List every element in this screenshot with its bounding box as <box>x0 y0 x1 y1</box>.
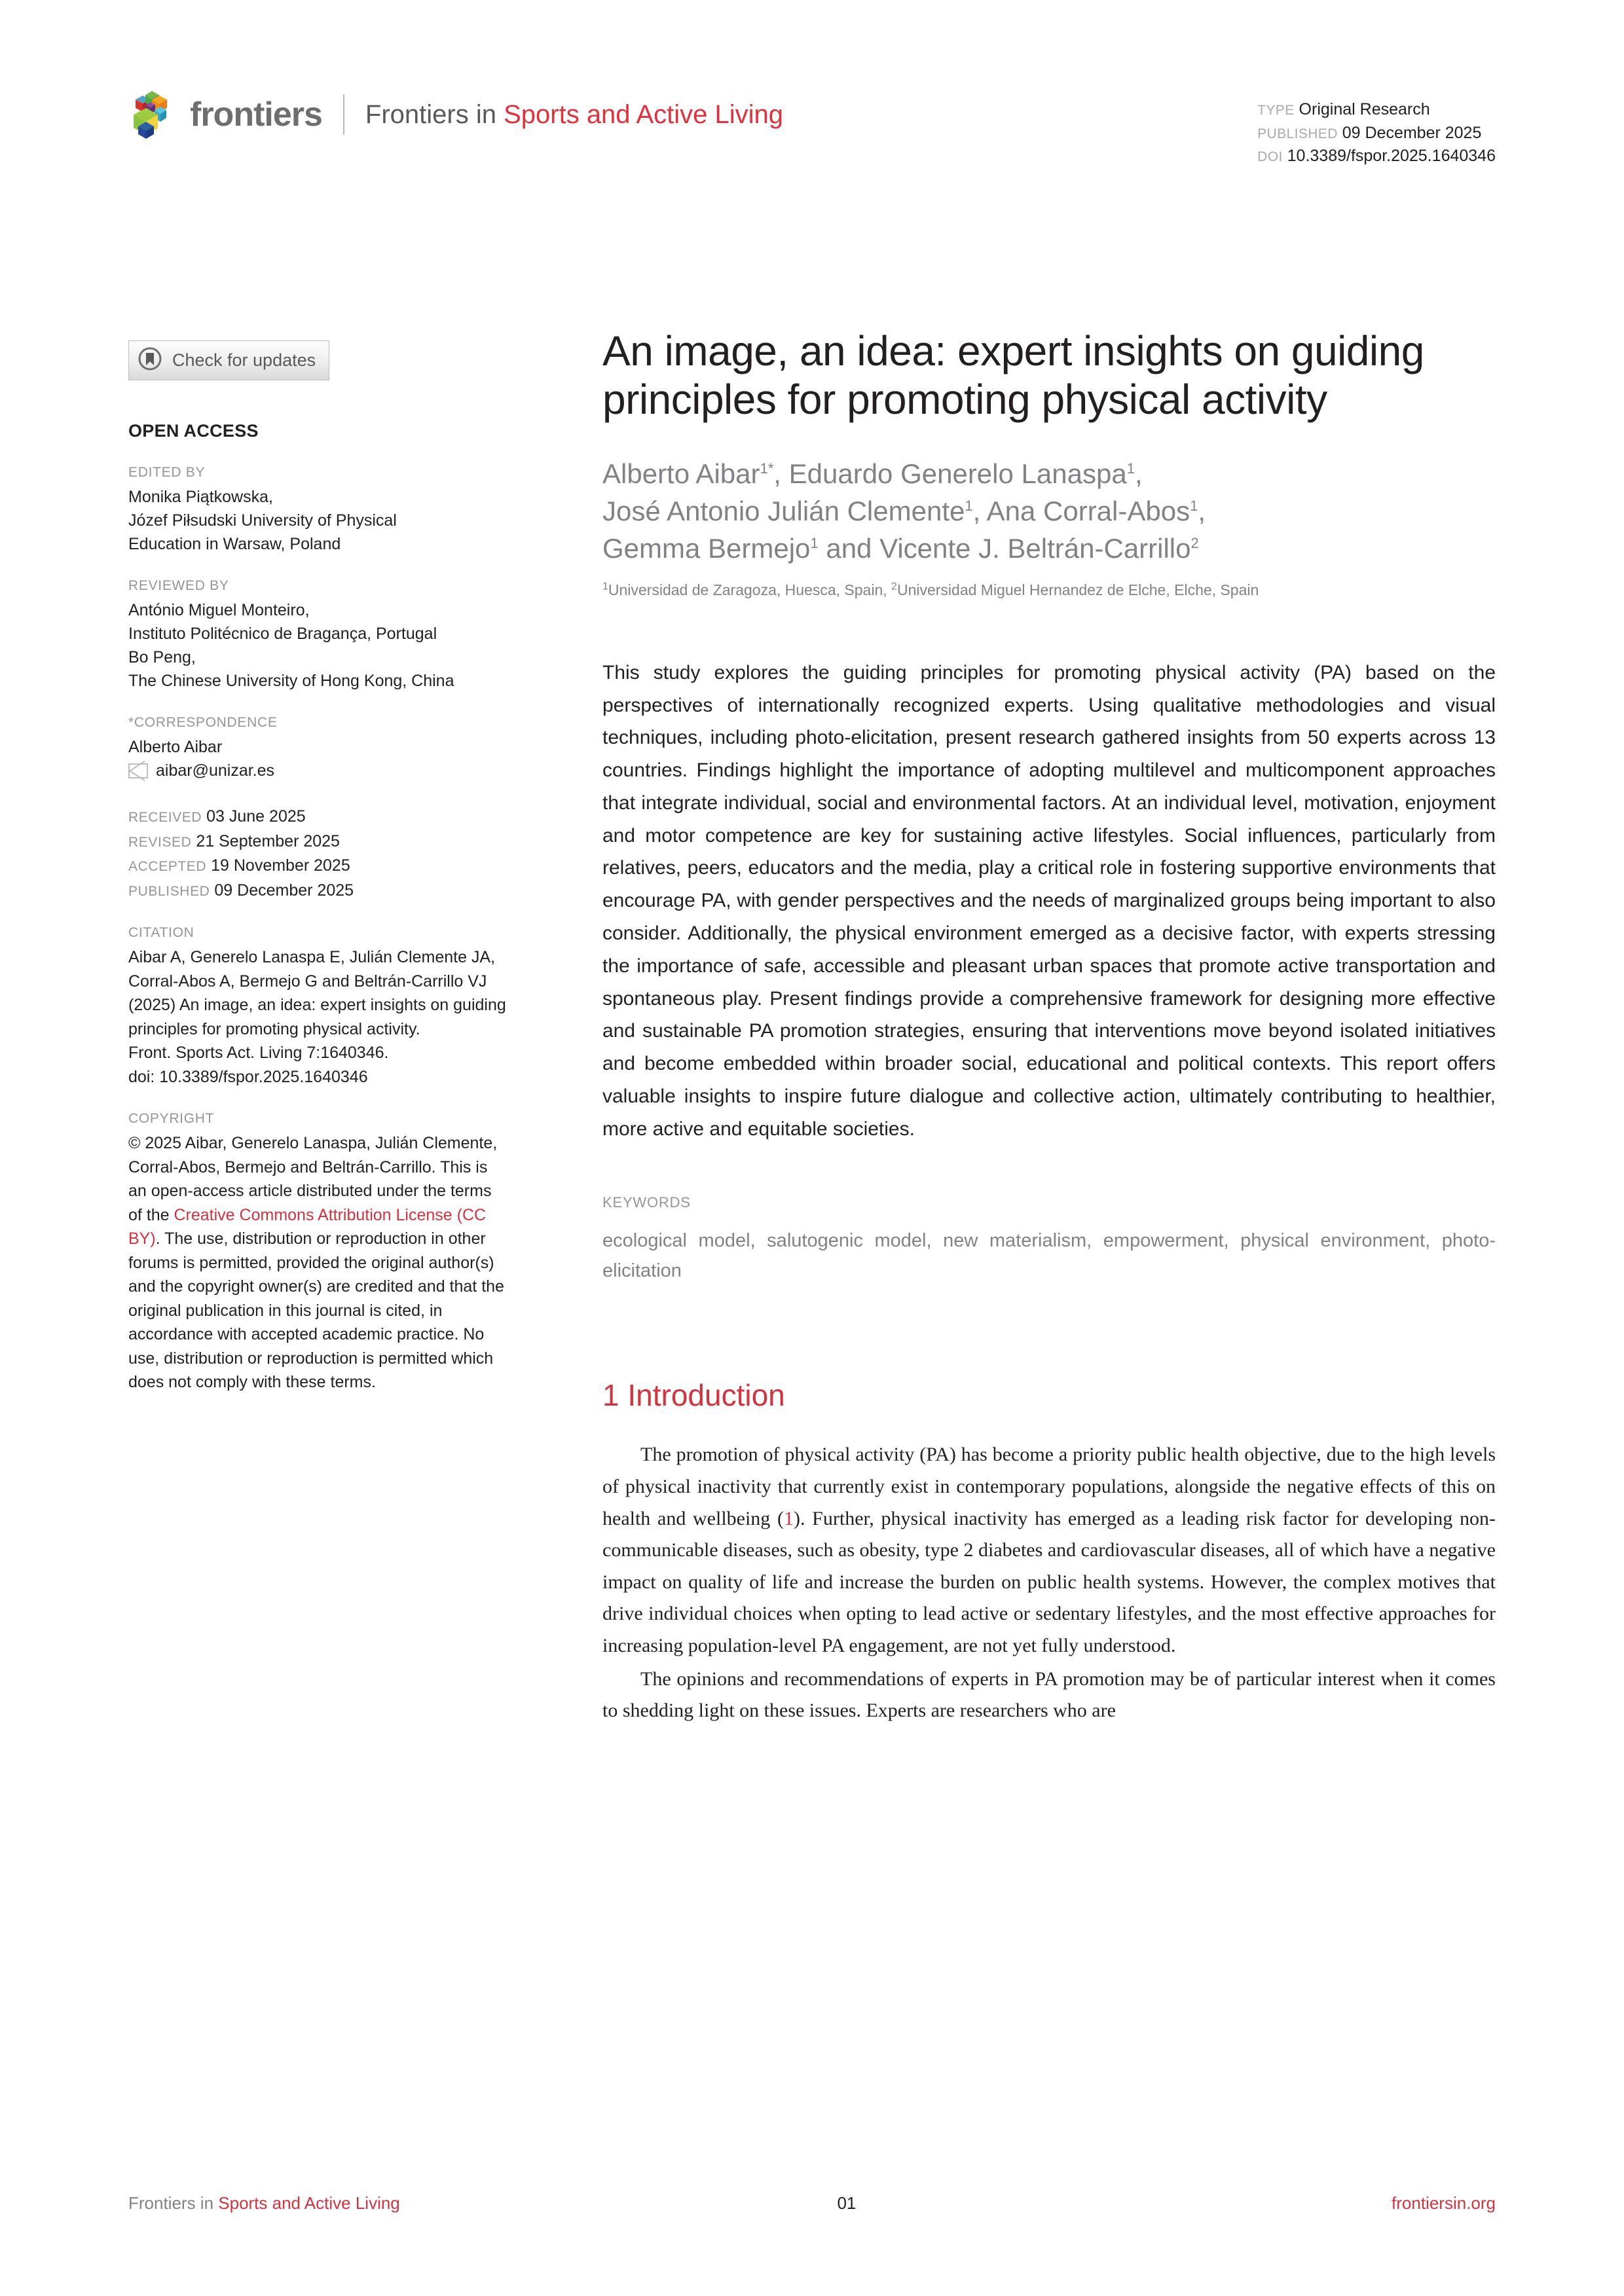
masthead <box>128 90 783 139</box>
doi-label: DOI <box>1257 149 1283 164</box>
journal-name-accent: Sports and Active Living <box>504 100 784 129</box>
intro-paragraph-1-part-b: ). Further, physical inactivity has emerged as a leading risk factor for developing non-communicable diseases, such as obesity, type 2 diabetes and cardiovascular diseases, all of which have a negative impact on quality of life and increase the burden on public health systems. However, the complex motives that drive individual choices when opting to lead active or sedentary lifestyles, and the most effective approaches for increasing population-level PA engagement, are not yet fully understood. <box>602 1507 1496 1656</box>
accepted-row <box>128 854 508 879</box>
footer-website-link[interactable]: frontiersin.org <box>1392 2193 1496 2213</box>
sidebar-published-label: PUBLISHED <box>128 883 210 899</box>
frontiers-wordmark: frontiers <box>190 96 322 134</box>
dates-block <box>128 805 508 903</box>
footer-page-number: 01 <box>837 2193 857 2213</box>
author-separator: , <box>1198 496 1206 527</box>
doi-row <box>1257 145 1496 168</box>
author-affiliation-marker: 1 <box>1126 460 1135 477</box>
article-sidebar <box>128 340 508 1417</box>
author-name: Gemma Bermejo <box>602 533 811 564</box>
intro-paragraph-1 <box>602 1439 1496 1662</box>
article-type-value: Original Research <box>1299 100 1430 118</box>
affiliations <box>602 579 1496 600</box>
affiliation-text: Universidad Miguel Hernandez de Elche, Elche, Spain <box>896 581 1259 598</box>
published-row <box>1257 122 1496 145</box>
citation-doi: doi: 10.3389/fspor.2025.1640346 <box>128 1067 368 1086</box>
author-name: José Antonio Julián Clemente <box>602 496 965 527</box>
revised-row <box>128 829 508 854</box>
affiliation-text: Universidad de Zaragoza, Huesca, Spain, <box>608 581 892 598</box>
affiliation-marker: 2 <box>891 580 897 592</box>
citation-label: CITATION <box>128 925 194 940</box>
author-separator: , <box>1134 458 1143 490</box>
sidebar-published-row <box>128 879 508 903</box>
envelope-icon <box>128 763 148 778</box>
citation-reference-link[interactable]: 1 <box>784 1507 794 1529</box>
edited-by-line: Monika Piątkowska, <box>128 488 273 506</box>
keywords-label: KEYWORDS <box>602 1194 691 1211</box>
copyright-part-2: . The use, distribution or reproduction in other forums is permitted, provided the original author(s) and the copyright owner(s) are credited and that the original publication in this journal is cited, in accordance with accepted academic practice. No use, distribution or reproduction is permitted which does not comply with these terms. <box>128 1230 504 1391</box>
reviewed-by-line: Instituto Politécnico de Bragança, Portugal <box>128 625 437 643</box>
author-affiliation-marker: 1 <box>1190 498 1198 515</box>
open-access-badge: OPEN ACCESS <box>128 421 259 441</box>
page-footer <box>128 2193 1496 2214</box>
author-affiliation-marker: 1* <box>760 460 774 477</box>
reviewed-by-label: REVIEWED BY <box>128 578 229 593</box>
author-separator: , Ana Corral-Abos <box>972 496 1190 527</box>
abstract-text: This study explores the guiding principles for promoting physical activity (PA) based on the perspectives of internationally recognized experts. Using qualitative methodologies and visual techniques, including photo-elicitation, present research gathered insights from 50 experts across 13 countries. Findings highlight the importance of adopting multilevel and multicomponent approaches that integrate individual, social and environmental factors. At an individual level, motivation, enjoyment and motor competence are key for sustaining active lifestyles. Social influences, particularly from relatives, peers, educators and the media, play a critical role in fostering supportive environments that encourage PA, with gender perspectives and the needs of marginalized groups being important to also consider. Additionally, the physical environment emerged as a decisive factor, with experts stressing the importance of safe, accessible and pleasant urban spaces that promote active transportation and spontaneous play. Present findings provide a comprehensive framework for designing more effective and sustainable PA promotion strategies, ensuring that interventions move beyond isolated initiatives and become embedded within broader social, educational and political contexts. This report offers valuable insights to inspire future dialogue and collective action, ultimately contributing to healthier, more active and equitable societies. <box>602 661 1496 1140</box>
published-label: PUBLISHED <box>1257 126 1338 141</box>
correspondence-block <box>128 715 508 782</box>
copyright-block <box>128 1111 508 1394</box>
author-affiliation-marker: 1 <box>965 498 973 515</box>
accepted-label: ACCEPTED <box>128 859 207 874</box>
affiliation-marker: 1 <box>602 580 608 592</box>
edited-by-block <box>128 465 508 556</box>
sidebar-published-value: 09 December 2025 <box>214 881 354 900</box>
correspondence-label: *CORRESPONDENCE <box>128 715 278 730</box>
page-title: An image, an idea: expert insights on guiding principles for promoting physical activity <box>602 327 1424 423</box>
section-heading-introduction: 1 Introduction <box>602 1378 785 1413</box>
author-separator: , Eduardo Generelo Lanaspa <box>773 458 1127 490</box>
citation-journal: Front. Sports Act. Living 7:1640346. <box>128 1044 389 1062</box>
doi-value: 10.3389/fspor.2025.1640346 <box>1287 147 1496 165</box>
edited-by-line: Education in Warsaw, Poland <box>128 535 341 553</box>
copyright-label: COPYRIGHT <box>128 1111 215 1126</box>
journal-name-prefix: Frontiers in <box>365 100 504 129</box>
received-value: 03 June 2025 <box>206 807 306 826</box>
author-affiliation-marker: 1 <box>810 535 819 552</box>
keywords-list: ecological model, salutogenic model, new materialism, empowerment, physical environment, photo-elicitation <box>602 1230 1496 1282</box>
correspondence-name: Alberto Aibar <box>128 738 223 756</box>
revised-label: REVISED <box>128 834 192 850</box>
author-separator: and Vicente J. Beltrán-Carrillo <box>818 533 1191 564</box>
reviewed-by-block <box>128 578 508 693</box>
author-list <box>602 455 1496 567</box>
cc-license-link[interactable]: Creative Commons Attribution License (CC BY) <box>128 1205 487 1248</box>
author-name: Alberto Aibar <box>602 458 760 490</box>
edited-by-label: EDITED BY <box>128 465 206 480</box>
reviewed-by-line: Bo Peng, <box>128 648 196 666</box>
received-label: RECEIVED <box>128 810 202 825</box>
article-main <box>602 327 1496 1728</box>
reviewed-by-line: António Miguel Monteiro, <box>128 601 310 619</box>
header-metadata <box>1257 98 1496 168</box>
copyright-text <box>128 1131 508 1394</box>
author-affiliation-marker: 2 <box>1190 535 1199 552</box>
reviewed-by-line: The Chinese University of Hong Kong, China <box>128 672 454 690</box>
journal-name <box>365 101 783 128</box>
intro-paragraph-1-part-a: The promotion of physical activity (PA) has become a priority public health objective, due to the high levels of physical inactivity that currently exist in contemporary populations, alongside the negative effects of this on health and wellbeing ( <box>602 1444 1496 1529</box>
article-type-row <box>1257 98 1496 122</box>
frontiers-logo-icon <box>128 90 173 139</box>
check-for-updates-button[interactable] <box>128 340 329 380</box>
footer-journal-prefix: Frontiers in <box>128 2193 219 2213</box>
article-type-label: TYPE <box>1257 103 1295 118</box>
crossmark-icon <box>138 347 162 374</box>
correspondence-email[interactable]: aibar@unizar.es <box>156 761 275 780</box>
correspondence-email-row[interactable] <box>128 759 508 782</box>
received-row <box>128 805 508 829</box>
published-value: 09 December 2025 <box>1342 123 1482 142</box>
revised-value: 21 September 2025 <box>196 831 340 850</box>
accepted-value: 19 November 2025 <box>211 856 350 875</box>
intro-paragraph-2: The opinions and recommendations of experts in PA promotion may be of particular interest when it comes to shedding light on these issues. Experts are researchers who are <box>602 1667 1496 1722</box>
edited-by-line: Józef Piłsudski University of Physical <box>128 511 397 530</box>
footer-journal-accent: Sports and Active Living <box>218 2193 400 2213</box>
citation-block <box>128 925 508 1089</box>
check-for-updates-label: Check for updates <box>172 350 316 370</box>
copyright-part-1: © 2025 Aibar, Generelo Lanaspa, Julián Clemente, Corral-Abos, Bermejo and Beltrán-Carrillo. This is an open-access article distributed under the terms of the <box>128 1134 498 1224</box>
citation-text: Aibar A, Generelo Lanaspa E, Julián Clemente JA, Corral-Abos A, Bermejo G and Beltrán-Carrillo VJ (2025) An image, an idea: expert insights on guiding principles for promoting physical activity. <box>128 948 506 1038</box>
masthead-divider <box>343 94 344 135</box>
